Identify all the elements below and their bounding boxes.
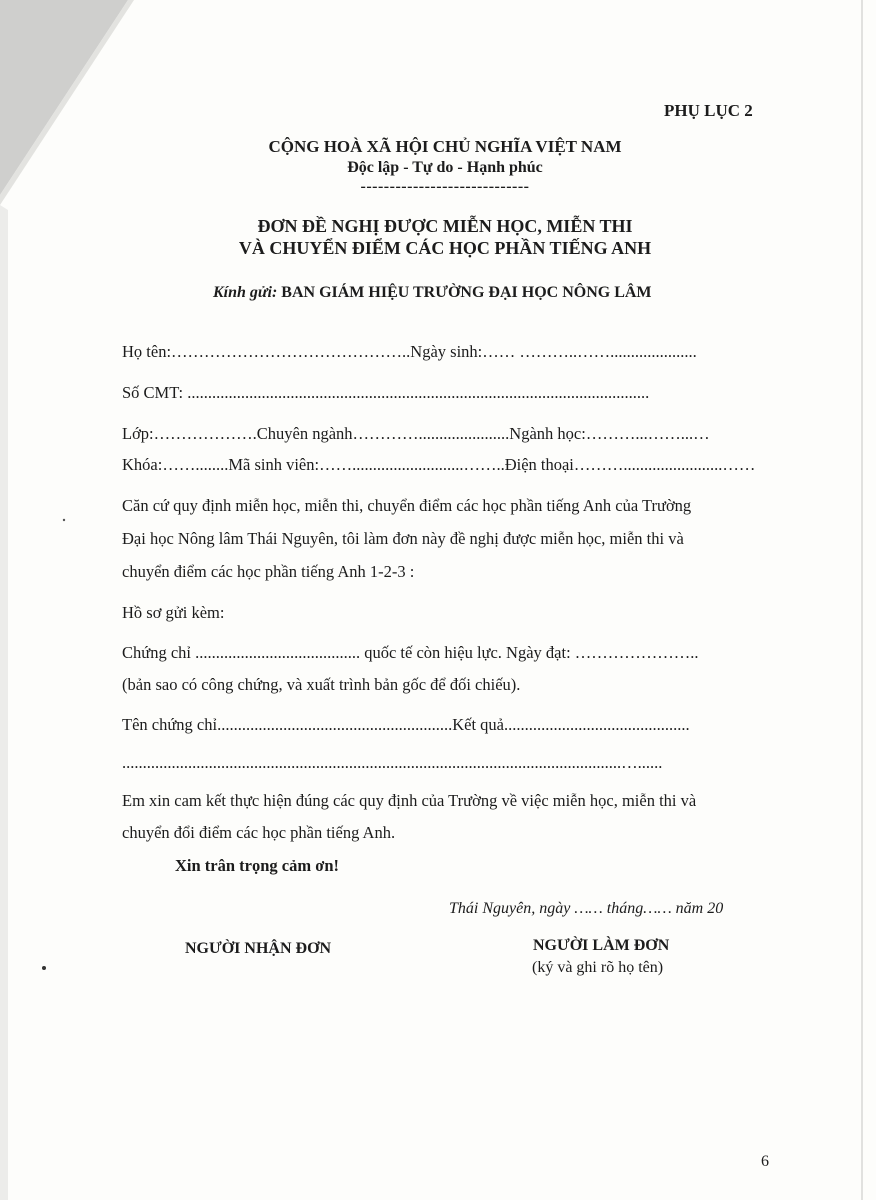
attachments-heading: Hồ sơ gửi kèm: bbox=[122, 603, 225, 622]
field-certificate-date[interactable]: Chứng chỉ ........................................ quốc tế còn hiệu lực. Ngày đạt: ………………….. bbox=[122, 643, 699, 662]
heading-divider: ----------------------------- bbox=[360, 178, 530, 195]
basis-paragraph-line-3: chuyển điểm các học phần tiếng Anh 1-2-3 : bbox=[122, 562, 415, 581]
national-motto: Độc lập - Tự do - Hạnh phúc bbox=[347, 159, 543, 176]
field-id-number[interactable]: Số CMT: ................................................................................................................ bbox=[122, 383, 650, 402]
form-title-line-2: VÀ CHUYỂN ĐIỂM CÁC HỌC PHẦN TIẾNG ANH bbox=[238, 238, 652, 258]
basis-paragraph-line-2: Đại học Nông lâm Thái Nguyên, tôi làm đơn này đề nghị được miễn học, miễn thi và bbox=[122, 529, 684, 548]
page-number: 6 bbox=[761, 1153, 769, 1170]
recipient-line bbox=[213, 284, 652, 302]
recipient-label: Kính gửi: bbox=[213, 284, 278, 301]
thanks-line: Xin trân trọng cảm ơn! bbox=[175, 856, 340, 875]
commitment-line-2: chuyển đổi điểm các học phần tiếng Anh. bbox=[122, 823, 396, 842]
receiver-signature-label: NGƯỜI NHẬN ĐƠN bbox=[185, 940, 332, 957]
field-blank-line[interactable]: .........................................................................................................................…...... bbox=[122, 753, 663, 772]
field-class-major[interactable]: Lớp:……………….Chuyên ngành…………......................Ngành học:………...……...… bbox=[122, 424, 710, 443]
basis-paragraph-line-1: Căn cứ quy định miễn học, miễn thi, chuyển điểm các học phần tiếng Anh của Trường bbox=[122, 496, 692, 515]
national-heading: CỘNG HOÀ XÃ HỘI CHỦ NGHĨA VIỆT NAM bbox=[268, 137, 622, 156]
appendix-label: PHỤ LỤC 2 bbox=[664, 101, 753, 120]
place-date-line[interactable]: Thái Nguyên, ngày …… tháng…… năm 20 bbox=[449, 900, 724, 917]
recipient-name: BAN GIÁM HIỆU TRƯỜNG ĐẠI HỌC NÔNG LÂM bbox=[281, 284, 652, 301]
commitment-line-1: Em xin cam kết thực hiện đúng các quy định của Trường về việc miễn học, miễn thi và bbox=[122, 791, 697, 810]
applicant-signature-label: NGƯỜI LÀM ĐƠN bbox=[533, 937, 670, 954]
applicant-signature-note: (ký và ghi rõ họ tên) bbox=[532, 959, 664, 976]
form-title-line-1: ĐƠN ĐỀ NGHỊ ĐƯỢC MIỄN HỌC, MIỄN THI bbox=[257, 216, 633, 236]
field-certificate-name-result[interactable]: Tên chứng chỉ.........................................................Kết quả............................................. bbox=[122, 715, 690, 734]
field-full-name-dob[interactable]: Họ tên:……………………………………..Ngày sinh:…… ………..……..................... bbox=[122, 342, 697, 361]
field-course-student-id-phone[interactable]: Khóa:……........Mã sinh viên:……...........................……..Điện thoại………........................…… bbox=[122, 455, 756, 474]
certificate-note: (bản sao có công chứng, và xuất trình bản gốc để đối chiếu). bbox=[122, 675, 521, 694]
